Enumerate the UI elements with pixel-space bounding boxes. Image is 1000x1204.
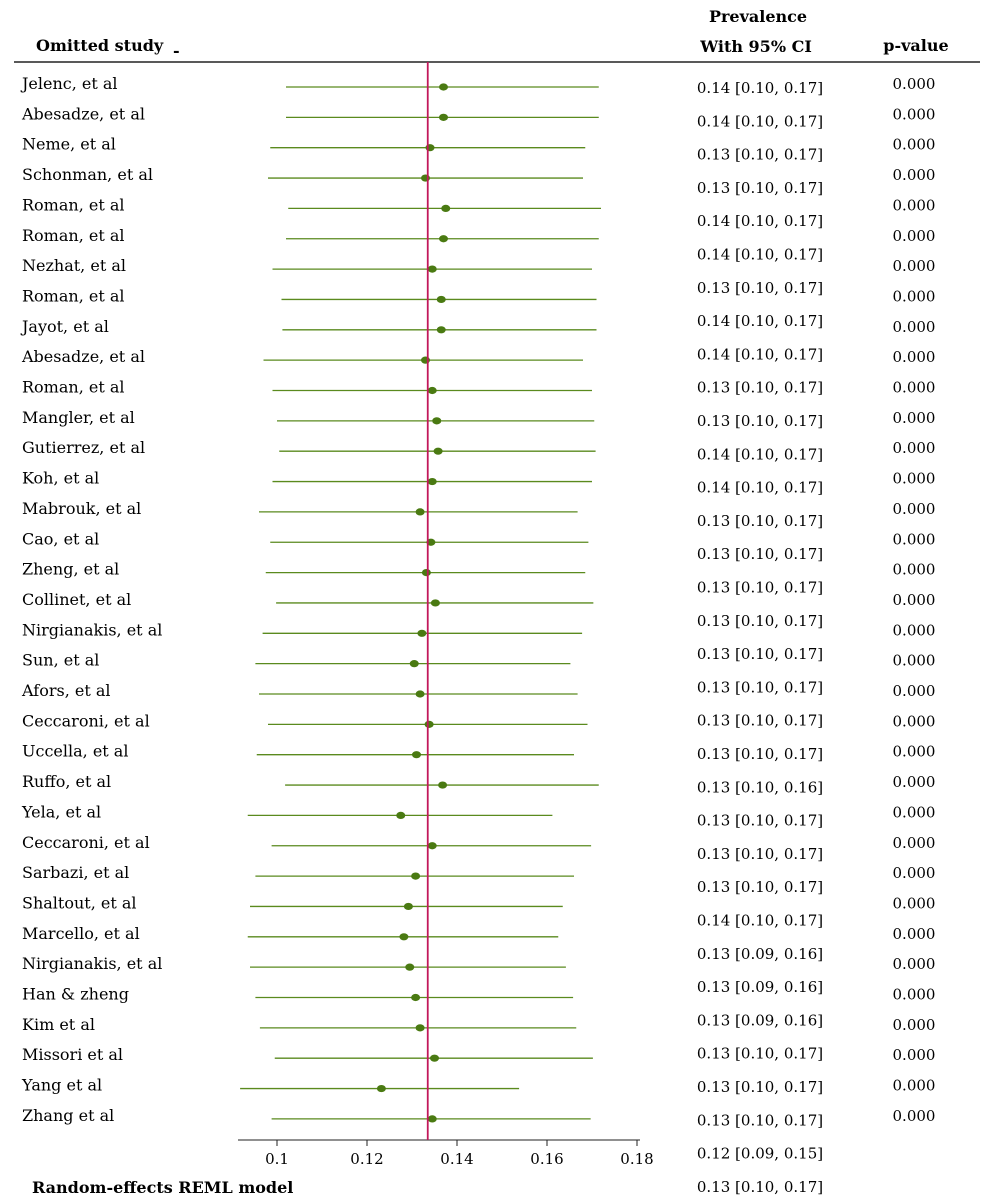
- prevalence-ci: 0.13 [0.09, 0.16]: [696, 978, 824, 997]
- prevalence-ci: 0.13 [0.10, 0.17]: [696, 1177, 824, 1196]
- p-value: 0.000: [892, 469, 936, 488]
- prevalence-ci: 0.13 [0.10, 0.17]: [696, 678, 824, 697]
- point-estimate: [428, 387, 437, 394]
- prevalence-ci: 0.13 [0.10, 0.17]: [696, 545, 824, 564]
- point-estimate: [410, 660, 419, 667]
- study-label: Mabrouk, et al: [22, 498, 142, 518]
- study-label: Neme, et al: [22, 134, 116, 154]
- study-row: [22, 499, 935, 563]
- point-estimate: [441, 205, 450, 212]
- p-value: 0.000: [892, 985, 936, 1004]
- prevalence-ci: 0.14 [0.10, 0.17]: [696, 345, 824, 364]
- prevalence-ci: 0.13 [0.10, 0.17]: [696, 1111, 824, 1130]
- p-value: 0.000: [892, 1015, 936, 1034]
- point-estimate: [438, 781, 447, 788]
- study-label: Nirgianakis, et al: [22, 620, 163, 640]
- p-value: 0.000: [892, 955, 936, 974]
- p-value: 0.000: [892, 75, 936, 93]
- point-estimate: [439, 83, 448, 90]
- point-estimate: [439, 235, 448, 242]
- p-value: 0.000: [892, 590, 936, 609]
- study-row: [22, 195, 935, 230]
- p-value: 0.000: [892, 196, 936, 215]
- point-estimate: [431, 599, 440, 606]
- prevalence-ci: 0.14 [0.10, 0.17]: [696, 212, 824, 231]
- study-label: Koh, et al: [22, 468, 100, 488]
- p-value: 0.000: [892, 712, 936, 731]
- point-estimate: [417, 630, 426, 637]
- study-label: Uccella, et al: [22, 741, 129, 761]
- study-rows: [20, 74, 935, 1196]
- prevalence-ci: 0.13 [0.09, 0.16]: [696, 1011, 824, 1030]
- prevalence-ci: 0.13 [0.10, 0.17]: [696, 1044, 824, 1063]
- p-value: 0.000: [892, 651, 936, 670]
- study-label: Sun, et al: [22, 650, 100, 670]
- study-row: [22, 226, 935, 264]
- point-estimate: [411, 994, 420, 1001]
- prevalence-ci: 0.13 [0.10, 0.16]: [696, 778, 824, 797]
- study-label: Yang et al: [22, 1075, 103, 1095]
- p-value: 0.000: [892, 1106, 936, 1125]
- study-row: [22, 135, 935, 164]
- point-estimate: [416, 690, 425, 697]
- p-value: 0.000: [892, 499, 936, 518]
- prevalence-ci: 0.14 [0.10, 0.17]: [696, 478, 824, 497]
- study-label: Roman, et al: [22, 225, 125, 245]
- study-row: [22, 924, 935, 1030]
- x-tick-label: 0.1: [265, 1150, 289, 1168]
- p-value: 0.000: [892, 439, 936, 458]
- model-footnote: Random-effects REML model: [32, 1178, 294, 1197]
- prevalence-ci: 0.13 [0.10, 0.17]: [696, 412, 824, 430]
- point-estimate: [404, 903, 413, 910]
- prevalence-ci: 0.13 [0.10, 0.17]: [696, 611, 824, 630]
- prevalence-ci: 0.13 [0.10, 0.17]: [696, 844, 824, 863]
- p-value: 0.000: [892, 773, 936, 792]
- p-value: 0.000: [892, 105, 936, 124]
- p-value: 0.000: [892, 135, 936, 154]
- p-value: 0.000: [892, 348, 936, 367]
- prevalence-ci: 0.13 [0.09, 0.16]: [696, 944, 824, 963]
- p-value: 0.000: [892, 1076, 936, 1095]
- prevalence-ci: 0.14 [0.10, 0.17]: [696, 79, 824, 97]
- p-value: 0.000: [892, 166, 936, 185]
- study-label: Sarbazi, et al: [22, 863, 130, 883]
- point-estimate: [399, 933, 408, 940]
- x-tick-label: 0.14: [440, 1150, 474, 1168]
- p-value: 0.000: [892, 803, 936, 822]
- p-value: 0.000: [892, 742, 936, 761]
- point-estimate: [437, 326, 446, 333]
- point-estimate: [412, 751, 421, 758]
- header-dash: -: [173, 41, 180, 60]
- study-label: Ceccaroni, et al: [22, 711, 150, 731]
- study-row: [22, 954, 935, 1063]
- study-label: Afors, et al: [22, 681, 111, 700]
- point-estimate: [434, 448, 443, 455]
- prevalence-ci: 0.13 [0.10, 0.17]: [696, 745, 824, 763]
- point-estimate: [428, 478, 437, 485]
- point-estimate: [432, 417, 441, 424]
- point-estimate: [428, 266, 437, 273]
- point-estimate: [425, 721, 434, 728]
- p-value: 0.000: [892, 408, 936, 427]
- study-label: Roman, et al: [22, 377, 125, 397]
- study-label: Roman, et al: [22, 195, 125, 215]
- x-axis: [238, 1140, 654, 1168]
- prevalence-ci: 0.14 [0.10, 0.17]: [696, 312, 824, 331]
- prevalence-ci: 0.14 [0.10, 0.17]: [696, 112, 824, 131]
- p-value: 0.000: [892, 317, 936, 336]
- prevalence-ci: 0.13 [0.10, 0.17]: [696, 1078, 824, 1096]
- p-value: 0.000: [892, 257, 936, 276]
- prevalence-ci: 0.13 [0.10, 0.17]: [696, 578, 824, 597]
- study-label: Missori et al: [22, 1045, 124, 1065]
- study-label: Zheng, et al: [22, 559, 120, 579]
- study-label: Gutierrez, et al: [22, 438, 146, 458]
- prevalence-ci: 0.14 [0.10, 0.17]: [696, 911, 824, 930]
- p-value: 0.000: [892, 924, 936, 943]
- prevalence-ci: 0.13 [0.10, 0.17]: [696, 645, 824, 664]
- prevalence-ci: 0.13 [0.10, 0.17]: [696, 878, 824, 897]
- study-row: [22, 1015, 935, 1129]
- point-estimate: [416, 508, 425, 515]
- point-estimate: [396, 812, 405, 819]
- point-estimate: [377, 1085, 386, 1092]
- study-row: [21, 104, 935, 130]
- study-label: Abesadze, et al: [22, 347, 145, 367]
- study-label: Cao, et al: [22, 529, 100, 549]
- study-row: [22, 1045, 935, 1162]
- p-value: 0.000: [892, 530, 936, 549]
- study-label: Yela, et al: [22, 802, 102, 822]
- point-estimate: [405, 964, 414, 971]
- study-label: Mangler, et al: [22, 407, 135, 427]
- study-row: [22, 985, 935, 1097]
- point-estimate: [422, 569, 431, 576]
- study-row: [20, 74, 935, 97]
- study-label: Nezhat, et al: [22, 256, 126, 276]
- pvalue-header: p-value: [883, 36, 949, 55]
- study-label: Abesadze, et al: [22, 104, 145, 124]
- point-estimate: [428, 842, 437, 849]
- p-value: 0.000: [892, 287, 936, 306]
- p-value: 0.000: [892, 1046, 936, 1065]
- p-value: 0.000: [892, 560, 936, 579]
- p-value: 0.000: [892, 621, 936, 640]
- prevalence-ci: 0.13 [0.10, 0.17]: [696, 145, 824, 164]
- study-label: Collinet, et al: [22, 589, 132, 609]
- point-estimate: [411, 873, 420, 880]
- study-label: Schonman, et al: [22, 165, 153, 185]
- study-label: Ceccaroni, et al: [22, 832, 150, 852]
- x-tick-label: 0.12: [350, 1150, 384, 1168]
- prevalence-ci: 0.13 [0.10, 0.17]: [696, 811, 824, 830]
- study-label: Jelenc, et al: [22, 74, 118, 93]
- point-estimate: [416, 1024, 425, 1031]
- prevalence-ci: 0.13 [0.10, 0.17]: [696, 378, 824, 397]
- point-estimate: [428, 1115, 437, 1122]
- prevalence-header: Prevalence: [708, 7, 808, 26]
- study-label: Zhang et al: [22, 1105, 115, 1125]
- study-label: Nirgianakis, et al: [22, 954, 163, 974]
- prevalence-ci: 0.14 [0.10, 0.17]: [696, 245, 824, 264]
- ci-header: With 95% CI: [700, 37, 812, 56]
- prevalence-ci: 0.12 [0.09, 0.15]: [696, 1144, 824, 1163]
- study-label: Roman, et al: [22, 286, 125, 306]
- study-label: Kim et al: [22, 1014, 95, 1034]
- p-value: 0.000: [892, 226, 936, 245]
- point-estimate: [437, 296, 446, 303]
- p-value: 0.000: [892, 864, 936, 883]
- x-tick-label: 0.16: [530, 1150, 564, 1168]
- study-label: Shaltout, et al: [22, 893, 137, 913]
- study-row: [22, 165, 935, 197]
- p-value: 0.000: [892, 378, 936, 397]
- prevalence-ci: 0.13 [0.10, 0.17]: [696, 178, 824, 197]
- study-label: Han & zheng: [22, 984, 129, 1004]
- study-label: Jayot, et al: [22, 316, 109, 336]
- study-label: Marcello, et al: [22, 923, 140, 943]
- point-estimate: [439, 114, 448, 121]
- prevalence-ci: 0.13 [0.10, 0.17]: [696, 278, 824, 297]
- point-estimate: [430, 1055, 439, 1062]
- study-label: Ruffo, et al: [22, 772, 112, 792]
- x-tick-label: 0.18: [620, 1150, 654, 1168]
- prevalence-ci: 0.14 [0.10, 0.17]: [696, 445, 824, 464]
- prevalence-ci: 0.13 [0.10, 0.17]: [696, 711, 824, 730]
- p-value: 0.000: [892, 833, 936, 852]
- omitted-study-header: Omitted study: [36, 36, 164, 55]
- p-value: 0.000: [892, 682, 936, 700]
- prevalence-ci: 0.13 [0.10, 0.17]: [696, 511, 824, 530]
- p-value: 0.000: [892, 894, 936, 913]
